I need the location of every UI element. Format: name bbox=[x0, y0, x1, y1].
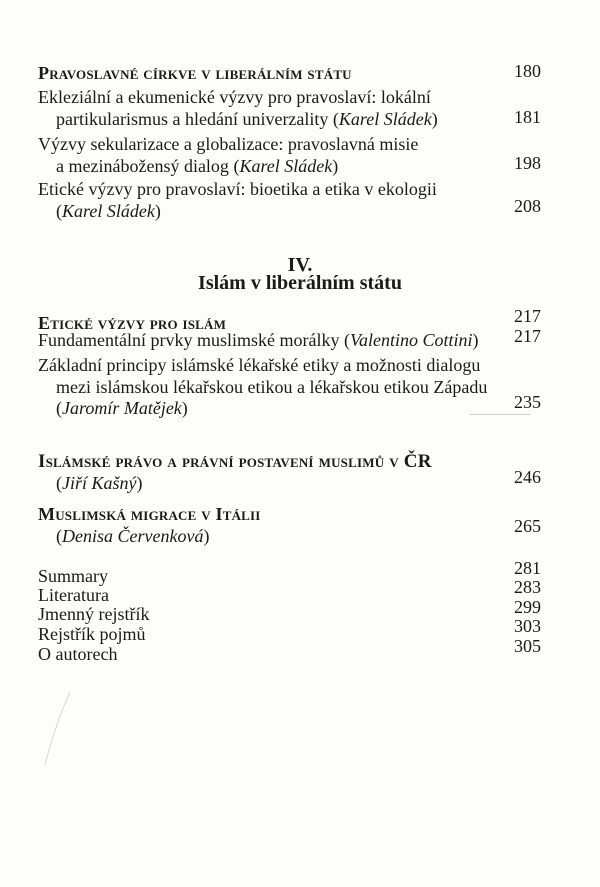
entry-author: Denisa Červenková bbox=[62, 526, 204, 546]
entry-title-cont: partikularismus a hledání univerzality (Karel Sládek) bbox=[56, 109, 438, 129]
entry-author-line: (Denisa Červenková) bbox=[56, 526, 210, 546]
page-number: 265 bbox=[514, 516, 541, 536]
entry-title: Ekleziální a ekumenické výzvy pro pravoslaví: lokální bbox=[38, 87, 431, 107]
page-number: 208 bbox=[514, 196, 541, 216]
part-title: Islám v liberálním státu bbox=[198, 272, 402, 294]
entry-author: Jaromír Matějek bbox=[62, 398, 182, 418]
entry-author-line: (Jaromír Matějek) bbox=[56, 398, 188, 418]
page-number: 198 bbox=[514, 153, 541, 173]
section-heading: Etické výzvy pro islám bbox=[38, 313, 227, 333]
section-heading: Pravoslavné církve v liberálním státu bbox=[38, 63, 352, 83]
page-number: 303 bbox=[514, 616, 541, 636]
entry-author: Jiří Kašný bbox=[62, 473, 137, 493]
entry-title-cont: mezi islámskou lékařskou etikou a lékařskou etikou Západu bbox=[56, 377, 488, 397]
page-number: 305 bbox=[514, 636, 541, 656]
entry-author-line: (Jiří Kašný) bbox=[56, 473, 143, 493]
back-matter-item: Summary bbox=[38, 566, 108, 586]
page-number: 217 bbox=[514, 326, 541, 346]
section-heading: Islámské právo a právní postavení muslimů v ČR bbox=[38, 451, 432, 472]
back-matter-item: Jmenný rejstřík bbox=[38, 604, 150, 624]
page-number: 299 bbox=[514, 597, 541, 617]
back-matter-item: Rejstřík pojmů bbox=[38, 624, 146, 644]
page-number: 217 bbox=[514, 306, 541, 326]
back-matter-item: Literatura bbox=[38, 585, 109, 605]
part-number: IV. bbox=[287, 254, 313, 276]
entry-title-cont: a mezinábožensý dialog (Karel Sládek) bbox=[56, 156, 339, 176]
entry-title: Výzvy sekularizace a globalizace: pravoslavná misie bbox=[38, 134, 419, 154]
entry-author: Valentino Cottini bbox=[349, 330, 473, 350]
page-number: 235 bbox=[514, 392, 541, 412]
scan-smudge bbox=[470, 414, 530, 415]
entry-title: Základní principy islámské lékařské etiky a možnosti dialogu bbox=[38, 355, 481, 375]
entry-author-line: (Karel Sládek) bbox=[56, 201, 161, 221]
page-number: 180 bbox=[514, 61, 541, 81]
page-number: 281 bbox=[514, 558, 541, 578]
page-number: 246 bbox=[514, 467, 541, 487]
entry-author: Karel Sládek bbox=[338, 109, 432, 129]
section-heading: Muslimská migrace v Itálii bbox=[38, 504, 261, 524]
page-number: 283 bbox=[514, 577, 541, 597]
entry-title: Etické výzvy pro pravoslaví: bioetika a etika v ekologii bbox=[38, 179, 437, 199]
page-number: 181 bbox=[514, 107, 541, 127]
entry-author: Karel Sládek bbox=[62, 201, 155, 221]
scan-pencil-mark bbox=[40, 690, 80, 770]
entry-author: Karel Sládek bbox=[239, 156, 333, 176]
entry-title: Fundamentální prvky muslimské morálky (Valentino Cottini) bbox=[38, 330, 479, 350]
back-matter-item: O autorech bbox=[38, 644, 118, 664]
